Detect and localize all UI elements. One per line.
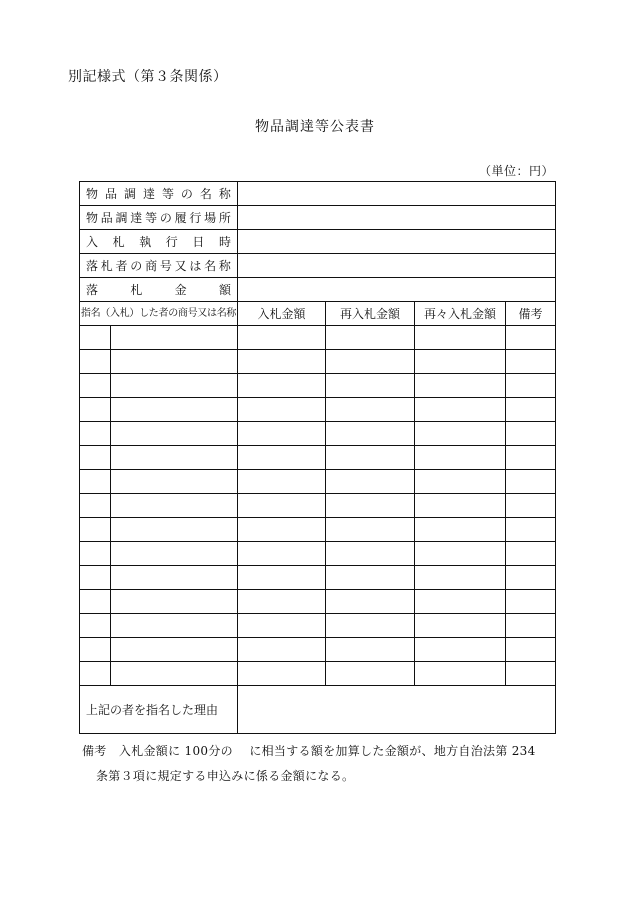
bid-amount-cell[interactable] — [238, 422, 326, 446]
bidder-row — [80, 542, 556, 566]
rerebid-amount-cell[interactable] — [415, 326, 506, 350]
row-number-cell[interactable] — [80, 638, 111, 662]
bid-amount-cell[interactable] — [238, 398, 326, 422]
info-label-text: 入 札 執 行 日 時 — [86, 234, 231, 249]
rebid-amount-cell[interactable] — [326, 566, 415, 590]
remarks-cell[interactable] — [506, 326, 556, 350]
rerebid-amount-cell[interactable] — [415, 446, 506, 470]
bidder-name-cell[interactable] — [111, 614, 238, 638]
unit-label: （単位：円） — [478, 164, 554, 178]
bidder-name-cell[interactable] — [111, 638, 238, 662]
bid-amount-cell[interactable] — [238, 494, 326, 518]
rerebid-amount-cell[interactable] — [415, 542, 506, 566]
reason-value-cell[interactable] — [238, 686, 556, 734]
bidder-row — [80, 326, 556, 350]
bidder-name-cell[interactable] — [111, 422, 238, 446]
info-value-cell[interactable] — [238, 230, 556, 254]
info-label — [80, 182, 238, 206]
remarks-cell[interactable] — [506, 374, 556, 398]
bidder-row — [80, 590, 556, 614]
header-rebid-amount: 再入札金額 — [326, 302, 415, 326]
bidder-row — [80, 470, 556, 494]
rerebid-amount-cell[interactable] — [415, 614, 506, 638]
rerebid-amount-cell[interactable] — [415, 638, 506, 662]
info-label-text: 落 札 者 の 商 号 又 は 名 称 — [86, 258, 231, 273]
info-label — [80, 230, 238, 254]
bid-amount-cell[interactable] — [238, 566, 326, 590]
rerebid-amount-cell[interactable] — [415, 590, 506, 614]
bidder-row — [80, 446, 556, 470]
rebid-amount-cell[interactable] — [326, 446, 415, 470]
form-label: 別記様式（第３条関係） — [68, 69, 228, 85]
bidder-name-cell[interactable] — [111, 542, 238, 566]
bid-amount-cell[interactable] — [238, 542, 326, 566]
rerebid-amount-cell[interactable] — [415, 350, 506, 374]
bidder-row — [80, 350, 556, 374]
rebid-amount-cell[interactable] — [326, 470, 415, 494]
rebid-amount-cell[interactable] — [326, 590, 415, 614]
bid-amount-cell[interactable] — [238, 470, 326, 494]
remarks-cell[interactable] — [506, 470, 556, 494]
bid-amount-cell[interactable] — [238, 326, 326, 350]
remarks-cell[interactable] — [506, 350, 556, 374]
info-value-cell[interactable] — [238, 254, 556, 278]
rebid-amount-cell[interactable] — [326, 350, 415, 374]
info-row-amount — [80, 278, 556, 302]
bidder-name-cell[interactable] — [111, 470, 238, 494]
bidder-row — [80, 518, 556, 542]
rerebid-amount-cell[interactable] — [415, 494, 506, 518]
info-label-text: 物 品 調 達 等 の 名 称 — [86, 186, 231, 201]
bidder-name-cell[interactable] — [111, 590, 238, 614]
info-value-cell[interactable] — [238, 182, 556, 206]
info-row-place — [80, 206, 556, 230]
rebid-amount-cell[interactable] — [326, 662, 415, 686]
row-number-cell[interactable] — [80, 542, 111, 566]
bidder-name-cell[interactable] — [111, 398, 238, 422]
info-label-text: 物 品 調 達 等 の 履 行 場 所 — [86, 210, 231, 225]
row-number-cell[interactable] — [80, 398, 111, 422]
bidder-name-cell[interactable] — [111, 662, 238, 686]
remarks-cell[interactable] — [506, 494, 556, 518]
row-number-cell[interactable] — [80, 326, 111, 350]
info-label — [80, 206, 238, 230]
bid-amount-cell[interactable] — [238, 638, 326, 662]
rebid-amount-cell[interactable] — [326, 638, 415, 662]
reason-row — [80, 686, 556, 734]
row-number-cell[interactable] — [80, 662, 111, 686]
rerebid-amount-cell[interactable] — [415, 518, 506, 542]
bidder-name-cell[interactable] — [111, 350, 238, 374]
remarks-cell[interactable] — [506, 542, 556, 566]
remarks-cell[interactable] — [506, 614, 556, 638]
rebid-amount-cell[interactable] — [326, 422, 415, 446]
header-bid-amount: 入札金額 — [238, 302, 326, 326]
remarks-cell[interactable] — [506, 446, 556, 470]
rerebid-amount-cell[interactable] — [415, 374, 506, 398]
bid-amount-cell[interactable] — [238, 374, 326, 398]
bidder-row — [80, 494, 556, 518]
rerebid-amount-cell[interactable] — [415, 398, 506, 422]
row-number-cell[interactable] — [80, 374, 111, 398]
bidder-name-cell[interactable] — [111, 566, 238, 590]
remarks-note-line2: 条第３項に規定する申込みに係る金額になる。 — [96, 769, 355, 783]
rebid-amount-cell[interactable] — [326, 518, 415, 542]
rebid-amount-cell[interactable] — [326, 326, 415, 350]
bid-amount-cell[interactable] — [238, 350, 326, 374]
rerebid-amount-cell[interactable] — [415, 422, 506, 446]
rebid-amount-cell[interactable] — [326, 374, 415, 398]
bidder-row — [80, 422, 556, 446]
bidder-row — [80, 374, 556, 398]
row-number-cell[interactable] — [80, 590, 111, 614]
procurement-table — [79, 181, 556, 734]
rebid-amount-cell[interactable] — [326, 614, 415, 638]
bidder-row — [80, 566, 556, 590]
row-number-cell[interactable] — [80, 470, 111, 494]
row-number-cell[interactable] — [80, 614, 111, 638]
remarks-note-line1: 備考 入札金額に 100分の に相当する額を加算した金額が、地方自治法第 234 — [82, 744, 536, 758]
row-number-cell[interactable] — [80, 422, 111, 446]
info-value-cell[interactable] — [238, 206, 556, 230]
row-number-cell[interactable] — [80, 566, 111, 590]
rebid-amount-cell[interactable] — [326, 398, 415, 422]
bidder-row — [80, 662, 556, 686]
bidder-name-cell[interactable] — [111, 326, 238, 350]
remarks-cell[interactable] — [506, 422, 556, 446]
header-bidder: 指名（入札）した者の商号又は名称 — [80, 302, 238, 326]
document-title: 物品調達等公表書 — [255, 119, 375, 135]
bid-amount-cell[interactable] — [238, 590, 326, 614]
info-label — [80, 278, 238, 302]
reason-label: 上記の者を指名した理由 — [80, 686, 238, 734]
header-remarks: 備考 — [506, 302, 556, 326]
bidder-name-cell[interactable] — [111, 494, 238, 518]
info-row-datetime — [80, 230, 556, 254]
bidder-row — [80, 638, 556, 662]
row-number-cell[interactable] — [80, 518, 111, 542]
remarks-cell[interactable] — [506, 662, 556, 686]
row-number-cell[interactable] — [80, 494, 111, 518]
info-label — [80, 254, 238, 278]
rebid-amount-cell[interactable] — [326, 542, 415, 566]
info-value-cell[interactable] — [238, 278, 556, 302]
bidder-name-cell[interactable] — [111, 446, 238, 470]
rerebid-amount-cell[interactable] — [415, 566, 506, 590]
bid-amount-cell[interactable] — [238, 662, 326, 686]
bidder-name-cell[interactable] — [111, 374, 238, 398]
remarks-cell[interactable] — [506, 638, 556, 662]
bid-header-row — [80, 302, 556, 326]
bid-amount-cell[interactable] — [238, 614, 326, 638]
header-rerebid-amount: 再々入札金額 — [415, 302, 506, 326]
rebid-amount-cell[interactable] — [326, 494, 415, 518]
bid-amount-cell[interactable] — [238, 518, 326, 542]
bid-amount-cell[interactable] — [238, 446, 326, 470]
rerebid-amount-cell[interactable] — [415, 470, 506, 494]
row-number-cell[interactable] — [80, 446, 111, 470]
rerebid-amount-cell[interactable] — [415, 662, 506, 686]
bidder-name-cell[interactable] — [111, 518, 238, 542]
remarks-cell[interactable] — [506, 566, 556, 590]
row-number-cell[interactable] — [80, 350, 111, 374]
bidder-row — [80, 614, 556, 638]
remarks-cell[interactable] — [506, 518, 556, 542]
info-row-name — [80, 182, 556, 206]
info-label-text: 落 札 金 額 — [86, 282, 231, 297]
info-row-winner — [80, 254, 556, 278]
remarks-cell[interactable] — [506, 590, 556, 614]
bidder-row — [80, 398, 556, 422]
remarks-cell[interactable] — [506, 398, 556, 422]
